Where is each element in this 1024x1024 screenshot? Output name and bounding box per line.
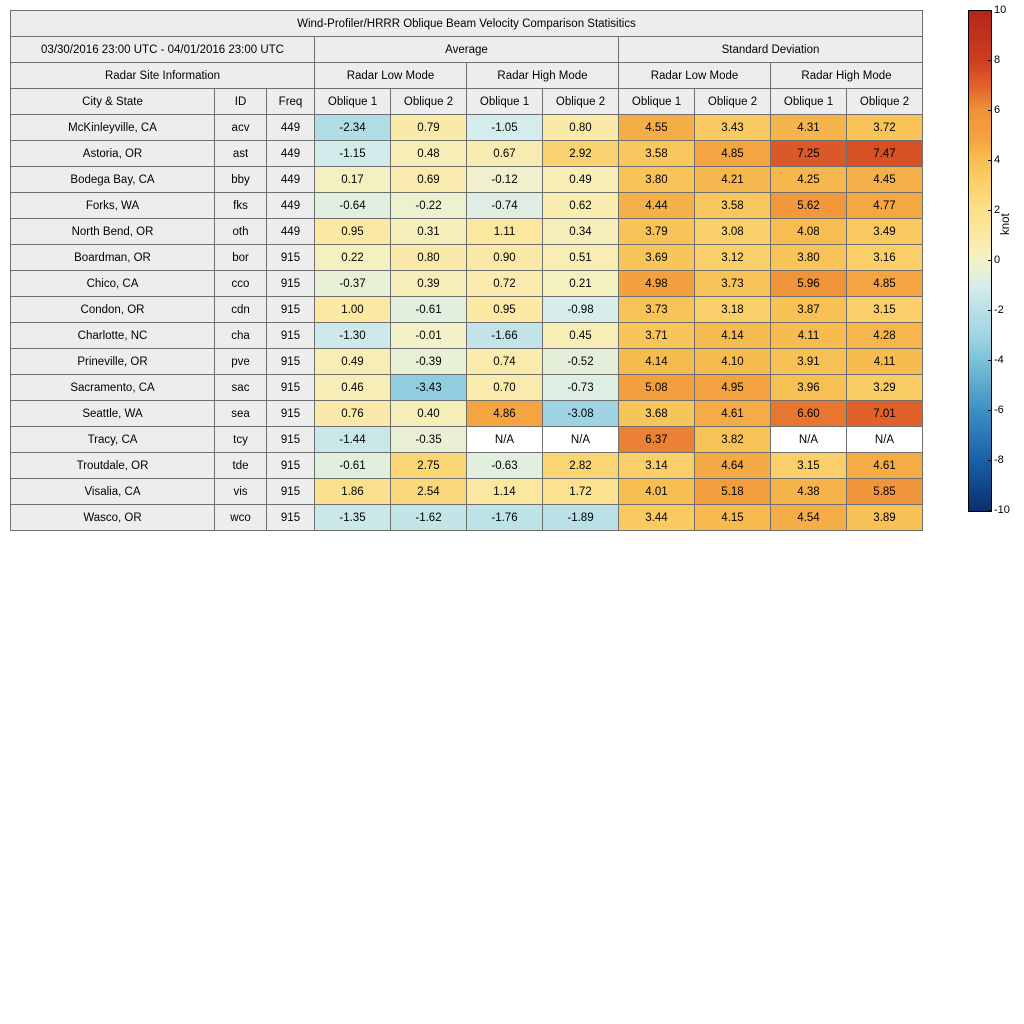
colorbar-tick-mark xyxy=(988,210,992,211)
cell-value: 0.49 xyxy=(543,167,619,193)
cell-value: 0.69 xyxy=(391,167,467,193)
table-row xyxy=(11,401,923,427)
cell-value: 3.44 xyxy=(619,505,695,531)
cell-value: 3.96 xyxy=(771,375,847,401)
cell-freq: 915 xyxy=(267,427,315,453)
colorbar-tick-label: 0 xyxy=(994,254,1001,266)
cell-value: 3.73 xyxy=(619,297,695,323)
cell-value: -0.39 xyxy=(391,349,467,375)
cell-value: -1.30 xyxy=(315,323,391,349)
cell-value: 4.11 xyxy=(847,349,923,375)
cell-value: 4.95 xyxy=(695,375,771,401)
cell-value: 1.72 xyxy=(543,479,619,505)
cell-value: 1.11 xyxy=(467,219,543,245)
column-header-std-high-oblique1: Oblique 1 xyxy=(771,89,847,115)
cell-value: 4.28 xyxy=(847,323,923,349)
cell-value: 0.46 xyxy=(315,375,391,401)
colorbar-tick-mark xyxy=(988,460,992,461)
table-row xyxy=(11,505,923,531)
cell-value: N/A xyxy=(543,427,619,453)
table-group-row xyxy=(11,37,923,63)
colorbar xyxy=(968,10,992,512)
cell-value: 0.17 xyxy=(315,167,391,193)
colorbar-tick-mark xyxy=(988,260,992,261)
colorbar-tick-label: -2 xyxy=(994,304,1004,316)
table-row xyxy=(11,167,923,193)
cell-value: 4.61 xyxy=(847,453,923,479)
cell-city: Seattle, WA xyxy=(11,401,215,427)
column-header-avg-high-oblique2: Oblique 2 xyxy=(543,89,619,115)
colorbar-tick-label: -4 xyxy=(994,354,1004,366)
cell-freq: 915 xyxy=(267,453,315,479)
cell-value: 5.96 xyxy=(771,271,847,297)
cell-value: 0.70 xyxy=(467,375,543,401)
cell-value: 0.51 xyxy=(543,245,619,271)
cell-value: N/A xyxy=(467,427,543,453)
cell-value: 1.00 xyxy=(315,297,391,323)
colorbar-tick-mark xyxy=(988,60,992,61)
cell-city: Bodega Bay, CA xyxy=(11,167,215,193)
cell-value: 3.14 xyxy=(619,453,695,479)
table-title-row xyxy=(11,11,923,37)
cell-value: 0.67 xyxy=(467,141,543,167)
cell-freq: 915 xyxy=(267,297,315,323)
colorbar-tick-label: -8 xyxy=(994,454,1004,466)
colorbar-tick-label: 2 xyxy=(994,204,1001,216)
column-header-std-low-oblique1: Oblique 1 xyxy=(619,89,695,115)
cell-value: 3.58 xyxy=(695,193,771,219)
cell-value: 7.47 xyxy=(847,141,923,167)
cell-value: 0.62 xyxy=(543,193,619,219)
cell-value: -0.74 xyxy=(467,193,543,219)
colorbar-tick-mark xyxy=(988,110,992,111)
cell-city: North Bend, OR xyxy=(11,219,215,245)
cell-value: 4.86 xyxy=(467,401,543,427)
cell-freq: 915 xyxy=(267,505,315,531)
cell-value: 0.49 xyxy=(315,349,391,375)
cell-value: 5.85 xyxy=(847,479,923,505)
cell-value: 7.25 xyxy=(771,141,847,167)
cell-value: 2.75 xyxy=(391,453,467,479)
cell-value: 3.08 xyxy=(695,219,771,245)
cell-value: -1.62 xyxy=(391,505,467,531)
cell-value: 0.48 xyxy=(391,141,467,167)
cell-value: 6.37 xyxy=(619,427,695,453)
cell-value: 3.80 xyxy=(619,167,695,193)
cell-value: -0.63 xyxy=(467,453,543,479)
table-row xyxy=(11,479,923,505)
cell-freq: 915 xyxy=(267,271,315,297)
colorbar-tick-mark xyxy=(988,160,992,161)
cell-id: sac xyxy=(215,375,267,401)
column-header-freq: Freq xyxy=(267,89,315,115)
cell-value: 6.60 xyxy=(771,401,847,427)
cell-value: 1.86 xyxy=(315,479,391,505)
table-row xyxy=(11,219,923,245)
cell-city: Boardman, OR xyxy=(11,245,215,271)
cell-value: 3.15 xyxy=(847,297,923,323)
cell-value: 3.89 xyxy=(847,505,923,531)
cell-freq: 915 xyxy=(267,401,315,427)
cell-city: Tracy, CA xyxy=(11,427,215,453)
cell-value: 3.87 xyxy=(771,297,847,323)
table-row xyxy=(11,453,923,479)
cell-value: 0.34 xyxy=(543,219,619,245)
cell-value: 3.72 xyxy=(847,115,923,141)
cell-value: -0.73 xyxy=(543,375,619,401)
group-average-header: Average xyxy=(315,37,619,63)
cell-value: -1.44 xyxy=(315,427,391,453)
cell-id: tde xyxy=(215,453,267,479)
cell-value: 0.79 xyxy=(391,115,467,141)
cell-value: 3.91 xyxy=(771,349,847,375)
cell-city: Astoria, OR xyxy=(11,141,215,167)
cell-value: 0.80 xyxy=(391,245,467,271)
cell-value: 3.43 xyxy=(695,115,771,141)
cell-value: 7.01 xyxy=(847,401,923,427)
cell-value: 0.74 xyxy=(467,349,543,375)
cell-city: Troutdale, OR xyxy=(11,453,215,479)
cell-freq: 915 xyxy=(267,375,315,401)
cell-city: Sacramento, CA xyxy=(11,375,215,401)
cell-value: 4.25 xyxy=(771,167,847,193)
cell-value: 4.55 xyxy=(619,115,695,141)
cell-value: -0.98 xyxy=(543,297,619,323)
cell-id: wco xyxy=(215,505,267,531)
cell-id: tcy xyxy=(215,427,267,453)
cell-freq: 449 xyxy=(267,167,315,193)
cell-freq: 449 xyxy=(267,193,315,219)
colorbar-tick-mark xyxy=(988,410,992,411)
cell-value: 3.15 xyxy=(771,453,847,479)
cell-value: 0.90 xyxy=(467,245,543,271)
cell-value: 4.01 xyxy=(619,479,695,505)
cell-city: Prineville, OR xyxy=(11,349,215,375)
cell-value: 3.73 xyxy=(695,271,771,297)
table-row xyxy=(11,193,923,219)
cell-value: 4.14 xyxy=(619,349,695,375)
cell-value: -0.01 xyxy=(391,323,467,349)
cell-value: -0.61 xyxy=(391,297,467,323)
cell-value: -0.35 xyxy=(391,427,467,453)
colorbar-tick-mark xyxy=(988,310,992,311)
cell-value: -0.12 xyxy=(467,167,543,193)
cell-value: 3.68 xyxy=(619,401,695,427)
table-body xyxy=(11,115,923,531)
avg-high-mode-header: Radar High Mode xyxy=(467,63,619,89)
group-stddev-header: Standard Deviation xyxy=(619,37,923,63)
colorbar-tick-mark xyxy=(988,510,992,511)
colorbar-tick-label: -10 xyxy=(994,504,1010,516)
column-header-avg-low-oblique1: Oblique 1 xyxy=(315,89,391,115)
cell-city: McKinleyville, CA xyxy=(11,115,215,141)
cell-value: 0.45 xyxy=(543,323,619,349)
cell-value: -0.52 xyxy=(543,349,619,375)
cell-id: acv xyxy=(215,115,267,141)
cell-value: 4.15 xyxy=(695,505,771,531)
cell-value: 4.10 xyxy=(695,349,771,375)
cell-value: 4.85 xyxy=(695,141,771,167)
cell-id: pve xyxy=(215,349,267,375)
cell-value: 0.21 xyxy=(543,271,619,297)
cell-city: Forks, WA xyxy=(11,193,215,219)
page-title: Wind-Profiler/HRRR Oblique Beam Velocity Comparison Statisitics xyxy=(11,11,923,37)
column-header-id: ID xyxy=(215,89,267,115)
period-label: 03/30/2016 23:00 UTC - 04/01/2016 23:00 UTC xyxy=(11,37,315,63)
cell-value: 4.11 xyxy=(771,323,847,349)
cell-value: -0.64 xyxy=(315,193,391,219)
cell-id: bor xyxy=(215,245,267,271)
cell-value: 0.95 xyxy=(315,219,391,245)
table-row xyxy=(11,375,923,401)
cell-city: Visalia, CA xyxy=(11,479,215,505)
statistics-table xyxy=(10,10,923,531)
cell-id: oth xyxy=(215,219,267,245)
column-header-avg-low-oblique2: Oblique 2 xyxy=(391,89,467,115)
cell-id: vis xyxy=(215,479,267,505)
cell-value: -3.08 xyxy=(543,401,619,427)
cell-value: -1.05 xyxy=(467,115,543,141)
cell-value: 3.49 xyxy=(847,219,923,245)
cell-freq: 915 xyxy=(267,479,315,505)
cell-value: 3.71 xyxy=(619,323,695,349)
cell-value: 4.38 xyxy=(771,479,847,505)
cell-value: N/A xyxy=(771,427,847,453)
table-row xyxy=(11,271,923,297)
cell-value: 3.58 xyxy=(619,141,695,167)
cell-value: 4.31 xyxy=(771,115,847,141)
colorbar-tick-label: 4 xyxy=(994,154,1001,166)
cell-value: 3.12 xyxy=(695,245,771,271)
column-header-city: City & State xyxy=(11,89,215,115)
cell-value: 5.62 xyxy=(771,193,847,219)
cell-value: -1.89 xyxy=(543,505,619,531)
cell-value: 3.82 xyxy=(695,427,771,453)
cell-value: 4.45 xyxy=(847,167,923,193)
table-row xyxy=(11,245,923,271)
cell-value: 0.95 xyxy=(467,297,543,323)
table-column-header-row xyxy=(11,89,923,115)
std-high-mode-header: Radar High Mode xyxy=(771,63,923,89)
cell-value: -1.76 xyxy=(467,505,543,531)
cell-id: fks xyxy=(215,193,267,219)
cell-value: 0.22 xyxy=(315,245,391,271)
colorbar-tick-label: -6 xyxy=(994,404,1004,416)
table-row xyxy=(11,323,923,349)
cell-freq: 449 xyxy=(267,115,315,141)
cell-value: 0.40 xyxy=(391,401,467,427)
cell-value: 3.18 xyxy=(695,297,771,323)
colorbar-tick-label: 10 xyxy=(994,4,1007,16)
cell-value: 2.92 xyxy=(543,141,619,167)
cell-value: 4.08 xyxy=(771,219,847,245)
cell-value: N/A xyxy=(847,427,923,453)
cell-value: 2.54 xyxy=(391,479,467,505)
cell-value: 3.16 xyxy=(847,245,923,271)
cell-freq: 449 xyxy=(267,141,315,167)
cell-value: 3.69 xyxy=(619,245,695,271)
cell-value: -3.43 xyxy=(391,375,467,401)
cell-value: 0.31 xyxy=(391,219,467,245)
cell-value: 5.18 xyxy=(695,479,771,505)
cell-value: 4.14 xyxy=(695,323,771,349)
cell-value: 0.80 xyxy=(543,115,619,141)
avg-low-mode-header: Radar Low Mode xyxy=(315,63,467,89)
cell-id: ast xyxy=(215,141,267,167)
colorbar-tick-mark xyxy=(988,360,992,361)
cell-value: 4.44 xyxy=(619,193,695,219)
cell-city: Charlotte, NC xyxy=(11,323,215,349)
colorbar-label: knot xyxy=(1000,213,1012,235)
cell-id: cdn xyxy=(215,297,267,323)
cell-value: 0.39 xyxy=(391,271,467,297)
cell-freq: 915 xyxy=(267,245,315,271)
colorbar-tick-label: 8 xyxy=(994,54,1001,66)
cell-value: 4.85 xyxy=(847,271,923,297)
cell-value: -1.66 xyxy=(467,323,543,349)
cell-city: Wasco, OR xyxy=(11,505,215,531)
std-low-mode-header: Radar Low Mode xyxy=(619,63,771,89)
cell-value: 4.64 xyxy=(695,453,771,479)
cell-id: cco xyxy=(215,271,267,297)
cell-value: 0.72 xyxy=(467,271,543,297)
cell-freq: 915 xyxy=(267,349,315,375)
cell-value: 0.76 xyxy=(315,401,391,427)
cell-value: -1.35 xyxy=(315,505,391,531)
cell-value: 3.80 xyxy=(771,245,847,271)
cell-value: 4.61 xyxy=(695,401,771,427)
table-row xyxy=(11,349,923,375)
cell-id: bby xyxy=(215,167,267,193)
colorbar-ticks xyxy=(992,4,1024,516)
cell-value: 3.79 xyxy=(619,219,695,245)
table-mode-row xyxy=(11,63,923,89)
cell-freq: 449 xyxy=(267,219,315,245)
cell-id: sea xyxy=(215,401,267,427)
cell-value: 5.08 xyxy=(619,375,695,401)
cell-city: Chico, CA xyxy=(11,271,215,297)
cell-id: cha xyxy=(215,323,267,349)
table-row xyxy=(11,141,923,167)
radar-site-information-header: Radar Site Information xyxy=(11,63,315,89)
cell-value: -2.34 xyxy=(315,115,391,141)
cell-value: -0.61 xyxy=(315,453,391,479)
cell-value: -0.37 xyxy=(315,271,391,297)
cell-freq: 915 xyxy=(267,323,315,349)
column-header-std-low-oblique2: Oblique 2 xyxy=(695,89,771,115)
table-row xyxy=(11,297,923,323)
cell-value: 4.77 xyxy=(847,193,923,219)
cell-value: -1.15 xyxy=(315,141,391,167)
cell-value: 1.14 xyxy=(467,479,543,505)
cell-value: 4.21 xyxy=(695,167,771,193)
cell-city: Condon, OR xyxy=(11,297,215,323)
table-row xyxy=(11,115,923,141)
cell-value: 2.82 xyxy=(543,453,619,479)
column-header-avg-high-oblique1: Oblique 1 xyxy=(467,89,543,115)
column-header-std-high-oblique2: Oblique 2 xyxy=(847,89,923,115)
table-row xyxy=(11,427,923,453)
colorbar-tick-label: 6 xyxy=(994,104,1001,116)
colorbar-tick-mark xyxy=(988,10,992,11)
cell-value: 3.29 xyxy=(847,375,923,401)
cell-value: -0.22 xyxy=(391,193,467,219)
cell-value: 4.98 xyxy=(619,271,695,297)
cell-value: 4.54 xyxy=(771,505,847,531)
